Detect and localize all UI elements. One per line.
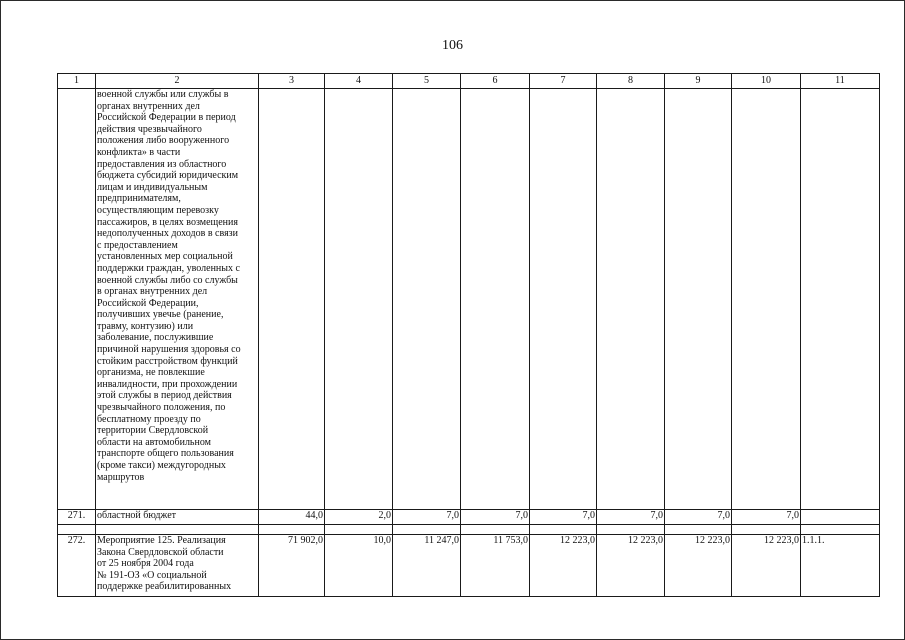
row-index: 271.: [58, 510, 96, 525]
cell-value: 7,0: [597, 510, 665, 525]
column-header: 6: [461, 74, 530, 89]
column-header: 3: [259, 74, 325, 89]
empty-cell: [665, 525, 732, 535]
column-header: 7: [530, 74, 597, 89]
table-row-continued-description: [58, 89, 880, 510]
cell-value: 11 753,0: [461, 535, 530, 597]
column-header: 10: [732, 74, 801, 89]
cell-value: [530, 89, 597, 510]
cell-value: 7,0: [665, 510, 732, 525]
cell-value: 11 247,0: [393, 535, 461, 597]
cell-value: 10,0: [325, 535, 393, 597]
cell-value: 7,0: [732, 510, 801, 525]
empty-cell: [58, 525, 96, 535]
cell-value: 12 223,0: [597, 535, 665, 597]
cell-value: [393, 89, 461, 510]
empty-cell: [325, 525, 393, 535]
row-index: 272.: [58, 535, 96, 597]
empty-cell: [732, 525, 801, 535]
row-description: Мероприятие 125. Реализация Закона Свердловской области от 25 ноября 2004 года № 191-ОЗ «О социальной поддержке реабилитированных: [96, 535, 259, 597]
cell-value: 71 902,0: [259, 535, 325, 597]
empty-cell: [259, 525, 325, 535]
row-description: военной службы или службы в органах внутренних дел Российской Федерации в период действия чрезвычайного положения либо вооруженного конфликта» в части предоставления из областного бюджета субсидий юридическим лицам и индивидуальным предпринимателям, осуществляющим перевозку пассажиров, в целях возмещения недополученных доходов в связи с предоставлением установленных мер социальной поддержки граждан, уволенных с военной службы либо со службы в органах внутренних дел Российской Федерации, получивших увечье (ранение, травму, контузию) или заболевание, послужившие причиной нарушения здоровья со стойким расстройством функций организма, не повлекшие инвалидности, при прохождении этой службы в период действия чрезвычайного положения, по бесплатному проезду по территории Свердловской области на автомобильном транспорте общего пользования (кроме такси) междугородных маршрутов: [96, 89, 259, 510]
cell-value: 12 223,0: [530, 535, 597, 597]
empty-cell: [393, 525, 461, 535]
header-row: [58, 74, 880, 89]
cell-value: [665, 89, 732, 510]
cell-note: 1.1.1.: [801, 535, 880, 597]
column-header: 1: [58, 74, 96, 89]
cell-value: 44,0: [259, 510, 325, 525]
cell-value: 12 223,0: [732, 535, 801, 597]
empty-cell: [461, 525, 530, 535]
table-row-spacer: [58, 525, 880, 535]
column-header: 8: [597, 74, 665, 89]
cell-value: 12 223,0: [665, 535, 732, 597]
data-table: [57, 73, 880, 597]
cell-value: [732, 89, 801, 510]
empty-cell: [801, 525, 880, 535]
cell-value: [259, 89, 325, 510]
table-row-272: [58, 535, 880, 597]
cell-value: 7,0: [393, 510, 461, 525]
column-header: 4: [325, 74, 393, 89]
cell-value: [597, 89, 665, 510]
cell-note: [801, 89, 880, 510]
cell-value: [325, 89, 393, 510]
row-description: областной бюджет: [96, 510, 259, 525]
table-row-271: [58, 510, 880, 525]
cell-value: 2,0: [325, 510, 393, 525]
column-header: 2: [96, 74, 259, 89]
column-header: 11: [801, 74, 880, 89]
column-header: 5: [393, 74, 461, 89]
cell-value: 7,0: [530, 510, 597, 525]
row-index: [58, 89, 96, 510]
column-header: 9: [665, 74, 732, 89]
empty-cell: [530, 525, 597, 535]
page-number: 106: [442, 38, 463, 53]
cell-value: [461, 89, 530, 510]
cell-value: 7,0: [461, 510, 530, 525]
empty-cell: [96, 525, 259, 535]
empty-cell: [597, 525, 665, 535]
cell-note: [801, 510, 880, 525]
